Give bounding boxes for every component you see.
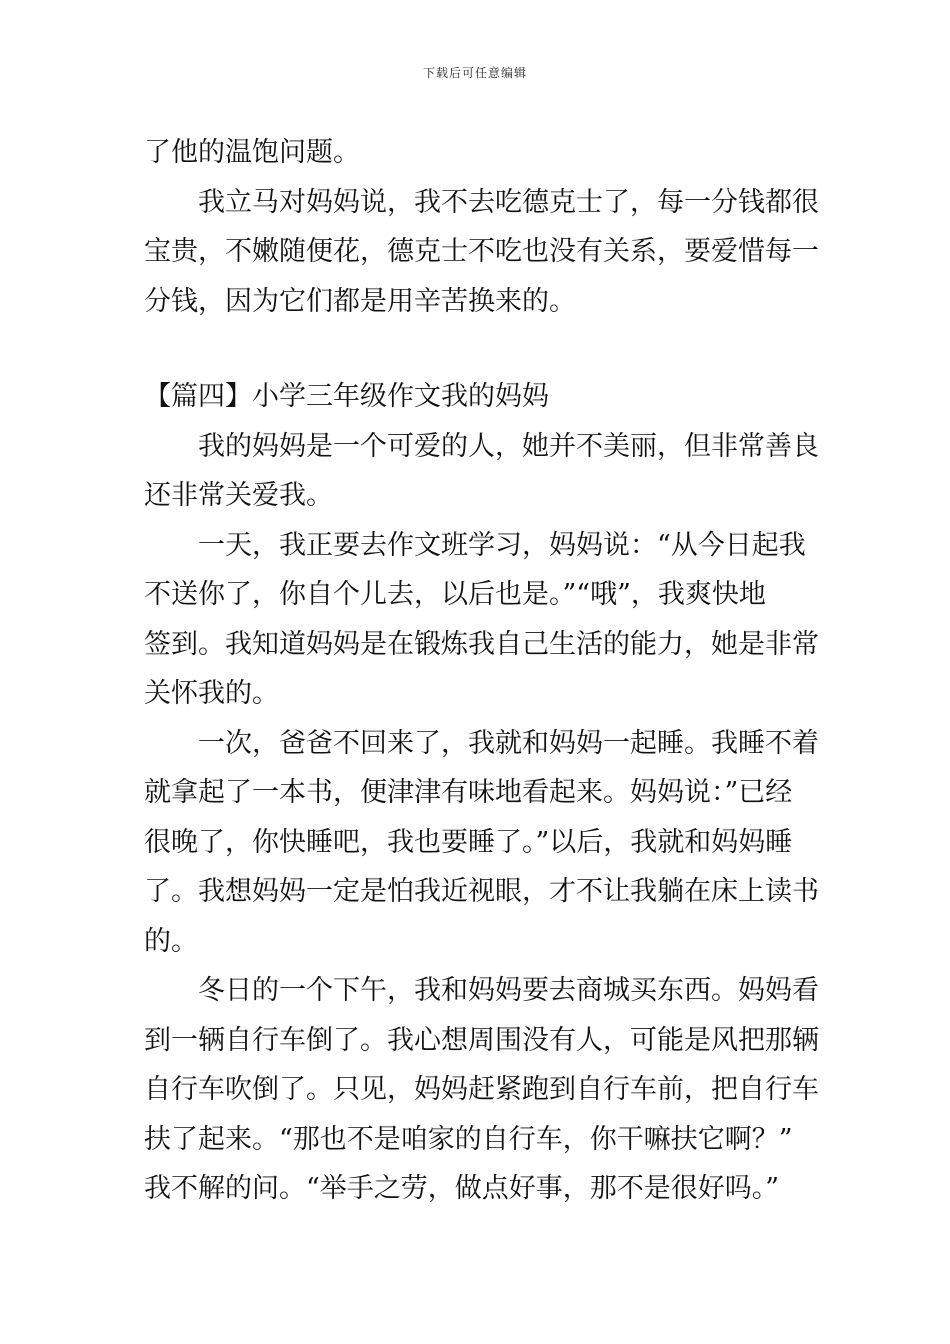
page-header: 下载后可任意编辑 xyxy=(422,66,527,80)
text-line: 的。 xyxy=(144,925,198,957)
text-line: 自行车吹倒了。只见，妈妈赶紧跑到自行车前，把自行车 xyxy=(144,1074,819,1105)
text-line: 宝贵，不嫩随便花，德克士不吃也没有关系，要爱惜每一 xyxy=(144,236,819,267)
text-line: 一次，爸爸不回来了，我就和妈妈一起睡。我睡不着 xyxy=(198,727,819,759)
section-heading: 【篇四】小学三年级作文我的妈妈 xyxy=(144,381,549,412)
text-line: 还非常关爱我。 xyxy=(144,480,333,511)
text-line: 冬日的一个下午，我和妈妈要去商城买东西。妈妈看 xyxy=(198,975,819,1006)
text-line: 关怀我的。 xyxy=(144,678,279,709)
text-line: 我立马对妈妈说，我不去吃德克士了，每一分钱都很 xyxy=(198,186,819,218)
text-line: 了。我想妈妈一定是怕我近视眼，才不让我躺在床上读书 xyxy=(144,876,819,907)
text-line: 分钱，因为它们都是用辛苦换来的。 xyxy=(144,285,576,317)
paragraph-spacer xyxy=(144,326,812,372)
text-line: 不送你了，你自个儿去，以后也是。”“哦”，我爽快地 xyxy=(144,579,766,610)
text-line: 到一辆自行车倒了。我心想周围没有人，可能是风把那辆 xyxy=(144,1024,819,1056)
text-line: 就拿起了一本书，便津津有味地看起来。妈妈说：”已经 xyxy=(144,777,793,808)
text-line: 了他的温饱问题。 xyxy=(144,137,360,168)
document-body xyxy=(144,128,819,1214)
text-line: 签到。我知道妈妈是在锻炼我自己生活的能力，她是非常 xyxy=(144,628,819,660)
text-line: 扶了起来。“那也不是咱家的自行车，你干嘛扶它啊？” xyxy=(144,1123,793,1155)
text-line: 一天，我正要去作文班学习，妈妈说：“从今日起我 xyxy=(198,529,806,561)
text-line: 我的妈妈是一个可爱的人，她并不美丽，但非常善良 xyxy=(198,430,819,462)
text-line: 我不解的问。“举手之劳，做点好事，那不是很好吗。” xyxy=(144,1173,780,1204)
text-line: 很晚了，你快睡吧，我也要睡了。”以后，我就和妈妈睡 xyxy=(144,826,793,858)
